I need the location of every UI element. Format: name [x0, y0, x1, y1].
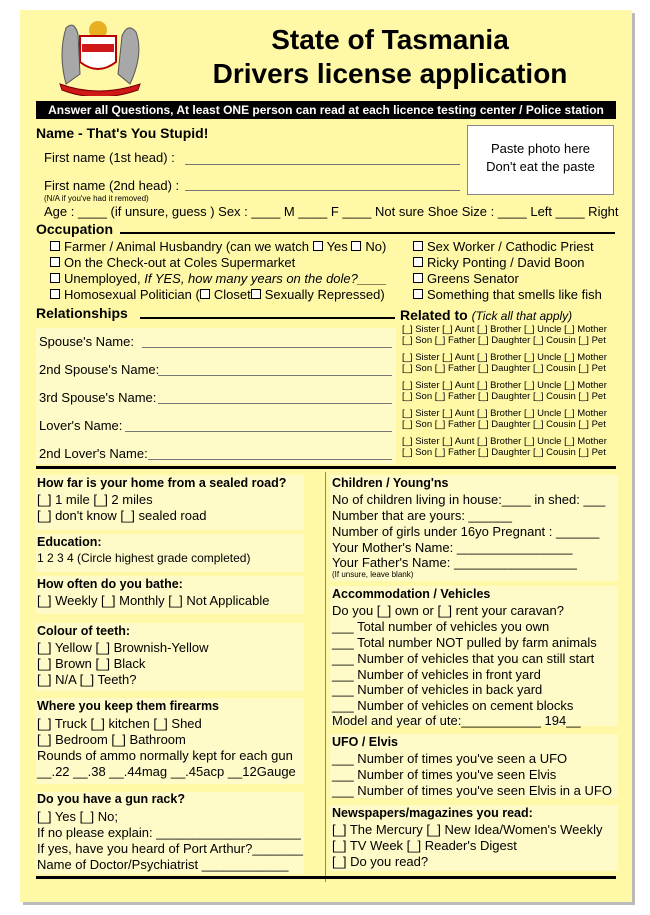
- dole-question: If YES, how many years on the dole?____: [144, 271, 387, 286]
- occupation-coles[interactable]: [50, 255, 295, 270]
- children-answer-1[interactable]: No of children living in house:____ in shed: ___: [332, 492, 606, 507]
- related-ticks-row[interactable]: [_] Sister [_] Aunt [_] Brother [_] Uncle [_] Mother: [402, 380, 607, 391]
- related-hint: (Tick all that apply): [471, 309, 573, 323]
- name-heading: Name - That's You Stupid!: [36, 125, 209, 141]
- accommodation-answer-7[interactable]: ___ Number of vehicles on cement blocks: [332, 698, 574, 713]
- ufo-question: UFO / Elvis: [332, 735, 398, 749]
- gun-rack-answer-2[interactable]: If no please explain: ____________________: [37, 825, 301, 840]
- section-divider: [36, 466, 616, 469]
- relationships-heading: Relationships: [36, 305, 128, 321]
- related-ticks-row[interactable]: [_] Son [_] Father [_] Daughter [_] Cousin [_] Pet: [402, 419, 606, 430]
- first-name-1-label: First name (1st head) :: [44, 150, 175, 165]
- ufo-answer-1[interactable]: ___ Number of times you've seen a UFO: [332, 751, 568, 766]
- road-question: How far is your home from a sealed road?: [37, 476, 287, 490]
- ufo-answer-3[interactable]: ___ Number of times you've seen Elvis in a UFO: [332, 783, 612, 798]
- occupation-unemployed-label: Unemployed,: [64, 271, 145, 286]
- checkbox-icon[interactable]: [313, 241, 323, 251]
- spouse2-field[interactable]: [158, 375, 392, 376]
- teeth-question: Colour of teeth:: [37, 624, 131, 638]
- children-answer-5[interactable]: Your Father's Name: _________________: [332, 555, 577, 570]
- checkbox-icon[interactable]: [251, 289, 261, 299]
- column-divider: [325, 472, 326, 882]
- related-ticks-row[interactable]: [_] Sister [_] Aunt [_] Brother [_] Uncle [_] Mother: [402, 352, 607, 363]
- watch-yes-label: Yes: [326, 239, 348, 254]
- watch-no-label: No): [365, 239, 387, 254]
- accommodation-answer-6[interactable]: ___ Number of vehicles in back yard: [332, 682, 543, 697]
- occupation-politician-label: Homosexual Politician (: [64, 287, 200, 302]
- occupation-right-label: Sex Worker / Cathodic Priest: [427, 239, 594, 254]
- gun-rack-answer-4[interactable]: Name of Doctor/Psychiatrist ____________: [37, 857, 289, 872]
- lover-field[interactable]: [125, 431, 392, 432]
- children-answer-4[interactable]: Your Mother's Name: ________________: [332, 540, 573, 555]
- related-ticks-row[interactable]: [_] Sister [_] Aunt [_] Brother [_] Uncle [_] Mother: [402, 324, 607, 335]
- checkbox-icon[interactable]: [413, 257, 423, 267]
- occupation-unemployed[interactable]: [50, 271, 387, 286]
- accommodation-answer-3[interactable]: ___ Total number NOT pulled by farm animals: [332, 635, 597, 650]
- related-heading: [400, 307, 572, 323]
- application-form: [20, 10, 632, 902]
- coat-of-arms-logo: [40, 14, 160, 96]
- spouse-label: Spouse's Name:: [39, 334, 134, 349]
- lover2-label: 2nd Lover's Name:: [39, 446, 148, 461]
- children-answer-3[interactable]: Number of girls under 16yo Pregnant : ______: [332, 524, 600, 539]
- related-ticks-row[interactable]: [_] Son [_] Father [_] Daughter [_] Cousin [_] Pet: [402, 335, 606, 346]
- checkbox-icon[interactable]: [413, 241, 423, 251]
- teeth-answer-3[interactable]: [_] N/A [_] Teeth?: [37, 672, 137, 687]
- related-ticks-row[interactable]: [_] Son [_] Father [_] Daughter [_] Cousin [_] Pet: [402, 363, 606, 374]
- occupation-greens[interactable]: [413, 271, 519, 286]
- occupation-heading: Occupation: [36, 221, 114, 237]
- first-name-2-label: First name (2nd head) :: [44, 178, 180, 193]
- relationships-rule: [140, 317, 395, 319]
- news-answer-3[interactable]: [_] Do you read?: [332, 854, 429, 869]
- occupation-right-label: Ricky Ponting / David Boon: [427, 255, 585, 270]
- occupation-right-label: Something that smells like fish: [427, 287, 602, 302]
- removed-note: (N/A if you've had it removed): [44, 194, 149, 203]
- occupation-cricket[interactable]: [413, 255, 585, 270]
- occupation-fish[interactable]: [413, 287, 602, 302]
- instruction-banner: Answer all Questions, At least ONE person can read at each licence testing center / Police station: [36, 101, 616, 119]
- accommodation-answer-4[interactable]: ___ Number of vehicles that you can still start: [332, 651, 595, 666]
- photo-text-2: Don't eat the paste: [486, 159, 595, 174]
- teeth-answer-1[interactable]: [_] Yellow [_] Brownish-Yellow: [37, 640, 209, 655]
- gun-rack-answer-1[interactable]: [_] Yes [_] No;: [37, 809, 118, 824]
- occupation-coles-label: On the Check-out at Coles Supermarket: [64, 255, 296, 270]
- gun-rack-answer-3[interactable]: If yes, have you heard of Port Arthur?_______: [37, 841, 303, 856]
- children-note: (If unsure, leave blank): [332, 570, 414, 579]
- road-answer-1[interactable]: [_] 1 mile [_] 2 miles: [37, 492, 153, 507]
- ufo-answer-2[interactable]: ___ Number of times you've seen Elvis: [332, 767, 557, 782]
- checkbox-icon[interactable]: [351, 241, 361, 251]
- news-answer-2[interactable]: [_] TV Week [_] Reader's Digest: [332, 838, 517, 853]
- checkbox-icon[interactable]: [413, 289, 423, 299]
- checkbox-icon[interactable]: [200, 289, 210, 299]
- checkbox-icon[interactable]: [50, 273, 60, 283]
- spouse2-label: 2nd Spouse's Name:: [39, 362, 160, 377]
- firearm-answer-4[interactable]: __.22 __.38 __.44mag __.45acp __12Gauge: [37, 764, 296, 779]
- spouse3-field[interactable]: [158, 403, 392, 404]
- checkbox-icon[interactable]: [50, 257, 60, 267]
- accommodation-answer-8[interactable]: Model and year of ute:___________ 194__: [332, 713, 581, 728]
- related-ticks-row[interactable]: [_] Sister [_] Aunt [_] Brother [_] Uncle [_] Mother: [402, 436, 607, 447]
- first-name-1-field[interactable]: [185, 164, 460, 165]
- photo-text-1: Paste photo here: [490, 141, 591, 156]
- accommodation-answer-1[interactable]: Do you [_] own or [_] rent your caravan?: [332, 603, 564, 618]
- closet-label: Closet: [213, 287, 251, 302]
- spouse3-label: 3rd Spouse's Name:: [39, 390, 157, 405]
- news-question: Newspapers/magazines you read:: [332, 806, 533, 820]
- teeth-answer-2[interactable]: [_] Brown [_] Black: [37, 656, 146, 671]
- checkbox-icon[interactable]: [413, 273, 423, 283]
- related-ticks-row[interactable]: [_] Son [_] Father [_] Daughter [_] Cousin [_] Pet: [402, 447, 606, 458]
- related-heading-text: Related to: [400, 307, 468, 323]
- occupation-politician[interactable]: [50, 287, 385, 302]
- bathe-question: How often do you bathe:: [37, 577, 183, 591]
- form-title: State of Tasmania: [271, 24, 509, 55]
- children-answer-2[interactable]: Number that are yours: ______: [332, 508, 512, 523]
- firearm-answer-2[interactable]: [_] Bedroom [_] Bathroom: [37, 732, 186, 747]
- occupation-rule: [120, 232, 615, 234]
- first-name-2-field[interactable]: [185, 190, 460, 191]
- bottom-rule: [36, 876, 616, 879]
- children-question: Children / Young'ns: [332, 476, 449, 490]
- form-subtitle: Drivers license application: [212, 58, 568, 89]
- photo-box[interactable]: [467, 125, 614, 195]
- road-answer-2[interactable]: [_] don't know [_] sealed road: [37, 508, 207, 523]
- lover2-field[interactable]: [148, 459, 392, 460]
- accommodation-answer-5[interactable]: ___ Number of vehicles in front yard: [332, 667, 541, 682]
- news-answer-1[interactable]: [_] The Mercury [_] New Idea/Women's Weekly: [332, 822, 603, 837]
- age-sex-shoe-line[interactable]: Age : ____ (if unsure, guess ) Sex : ____ M ____ F ____ Not sure Shoe Size : ____ Left ____ Right: [44, 204, 619, 219]
- related-ticks-row[interactable]: [_] Sister [_] Aunt [_] Brother [_] Uncle [_] Mother: [402, 408, 607, 419]
- spouse-field[interactable]: [142, 347, 392, 348]
- occupation-farmer[interactable]: [50, 239, 386, 254]
- accommodation-question: Accommodation / Vehicles: [332, 587, 491, 601]
- education-answer[interactable]: 1 2 3 4 (Circle highest grade completed): [37, 551, 251, 565]
- firearm-answer-3: Rounds of ammo normally kept for each gun: [37, 748, 293, 763]
- lover-label: Lover's Name:: [39, 418, 123, 433]
- firearm-answer-1[interactable]: [_] Truck [_] kitchen [_] Shed: [37, 716, 202, 731]
- occupation-sex-worker[interactable]: [413, 239, 594, 254]
- occupation-right-label: Greens Senator: [427, 271, 519, 286]
- occupation-farmer-label: Farmer / Animal Husbandry (can we watch: [64, 239, 309, 254]
- firearm-question: Where you keep them firearms: [37, 699, 220, 713]
- related-ticks-row[interactable]: [_] Son [_] Father [_] Daughter [_] Cousin [_] Pet: [402, 391, 606, 402]
- checkbox-icon[interactable]: [50, 289, 60, 299]
- education-question: Education:: [37, 535, 102, 549]
- checkbox-icon[interactable]: [50, 241, 60, 251]
- bathe-answer[interactable]: [_] Weekly [_] Monthly [_] Not Applicable: [37, 593, 270, 608]
- repressed-label: Sexually Repressed): [264, 287, 385, 302]
- gun-rack-question: Do you have a gun rack?: [37, 792, 185, 806]
- accommodation-answer-2[interactable]: ___ Total number of vehicles you own: [332, 619, 550, 634]
